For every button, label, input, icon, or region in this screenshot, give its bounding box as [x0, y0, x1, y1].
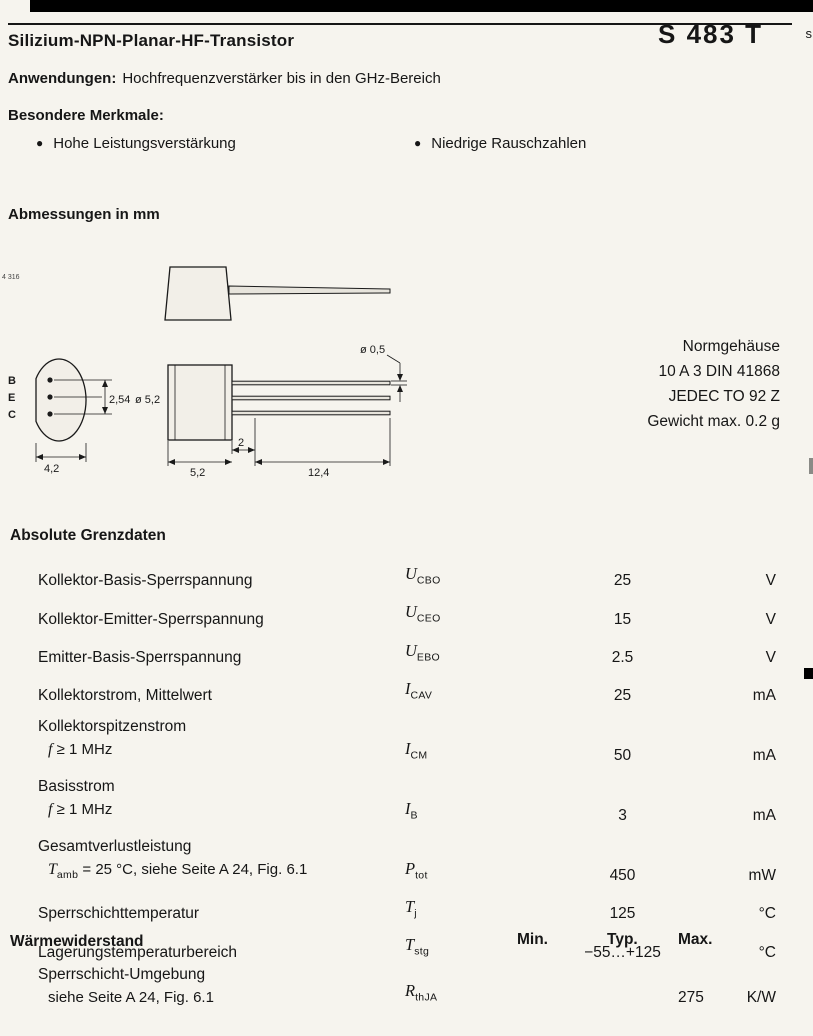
limit-unit: V	[765, 610, 776, 628]
thermal-unit: K/W	[746, 989, 776, 1006]
limit-symbol: $T_j$	[405, 897, 417, 920]
limit-row	[10, 635, 790, 673]
package-info	[647, 334, 780, 434]
limit-unit: V	[765, 648, 776, 666]
package-info-line: Normgehäuse	[682, 338, 780, 355]
feature-item	[414, 135, 586, 152]
limit-symbol: $U_{CBO}$	[405, 564, 441, 587]
lead	[232, 381, 390, 385]
side-view-body	[165, 267, 231, 320]
side-view-lead	[229, 286, 390, 294]
limit-unit: °C	[758, 943, 776, 961]
limit-value: 50	[613, 747, 632, 765]
limit-symbol: $T_{stg}$	[405, 935, 430, 958]
limit-name: Sperrschichttemperatur	[38, 905, 200, 923]
page-title: Silizium-NPN-Planar-HF-Transistor	[8, 31, 295, 50]
dim-lead-diameter: ø 0,5	[360, 344, 386, 356]
limit-symbol: $U_{CEO}$	[405, 602, 441, 625]
thermal-condition: siehe Seite A 24, Fig. 6.1	[48, 989, 214, 1006]
thermal-col-min: Min.	[517, 931, 548, 948]
limit-unit: V	[765, 572, 776, 590]
limit-symbol: $I_{CM}$	[405, 738, 428, 762]
package-drawing	[8, 253, 428, 483]
thermal-name: Sperrschicht-Umgebung	[38, 966, 206, 983]
package-info-line: Gewicht max. 0.2 g	[647, 413, 780, 430]
applications-text: Hochfrequenzverstärker bis in den GHz-Bereich	[122, 70, 441, 87]
limit-value: −55…+125	[584, 943, 661, 961]
feature-label: Hohe Leistungsverstärkung	[53, 135, 236, 152]
limits-section	[10, 526, 790, 968]
dim-body-length: 5,2	[190, 467, 206, 479]
dim-body-diameter: ø 5,2	[135, 394, 161, 406]
scan-top-bar	[30, 0, 813, 12]
scan-mark	[804, 668, 813, 679]
thermal-row	[10, 963, 790, 1009]
limit-name: Lagerungstemperaturbereich	[38, 943, 238, 961]
limit-name: Gesamtverlustleistung	[38, 838, 192, 856]
limit-symbol: $U_{EBO}$	[405, 640, 440, 663]
limit-value: 125	[609, 905, 636, 923]
limit-name: Kollektor-Basis-Sperrspannung	[38, 572, 253, 590]
limit-unit: mA	[752, 687, 776, 705]
thermal-heading: Wärmewiderstand	[10, 933, 144, 950]
thermal-symbol: $R_{thJA}$	[405, 980, 438, 1003]
lead	[232, 396, 390, 400]
applications-line	[8, 70, 441, 87]
thermal-col-max: Max.	[678, 931, 713, 948]
bullet-icon: ●	[36, 136, 44, 150]
dim-pin-spacing: 2,54	[109, 394, 131, 406]
limit-unit: °C	[758, 905, 776, 923]
limit-row	[10, 891, 790, 929]
front-view-body	[168, 365, 232, 440]
limit-condition: f ≥ 1 MHz	[48, 801, 113, 819]
limit-row	[10, 558, 790, 596]
edge-letter: s	[805, 26, 812, 41]
limit-name: Kollektorspitzenstrom	[38, 718, 187, 736]
dim-lead-offset: 2	[238, 437, 245, 449]
limit-value: 15	[613, 610, 632, 628]
thermal-max-value: 275	[678, 989, 704, 1006]
limit-name: Kollektorstrom, Mittelwert	[38, 687, 212, 705]
features-heading: Besondere Merkmale:	[8, 107, 164, 124]
limit-row	[10, 711, 790, 771]
limit-unit: mW	[748, 867, 776, 885]
limits-heading: Absolute Grenzdaten	[10, 527, 166, 544]
pin-label-b: B	[8, 375, 16, 387]
front-view-outline	[36, 359, 86, 441]
limit-value: 25	[613, 572, 632, 590]
part-number: S 483 T	[658, 19, 764, 49]
limit-row	[10, 673, 790, 711]
limit-condition: $T_{amb} = 25$ °C, siehe Seite A 24, Fig. 6.1	[48, 861, 308, 882]
limit-value: 450	[609, 867, 636, 885]
limit-symbol: $I_B$	[405, 798, 418, 822]
limit-row	[10, 771, 790, 831]
scan-mark	[809, 458, 813, 474]
thermal-header-row	[10, 928, 790, 951]
lead	[232, 411, 390, 415]
pin-dot	[47, 411, 52, 416]
limit-value: 3	[618, 807, 627, 825]
feature-item	[36, 135, 236, 152]
limit-condition: f ≥ 1 MHz	[48, 741, 113, 759]
pin-label-c: C	[8, 409, 16, 421]
limit-symbol: $I_{CAV}$	[405, 678, 433, 702]
limit-name: Kollektor-Emitter-Sperrspannung	[38, 610, 264, 628]
limit-symbol: $P_{tot}$	[405, 858, 428, 882]
pin-dot	[47, 394, 52, 399]
bullet-icon: ●	[414, 136, 422, 150]
package-info-line: JEDEC TO 92 Z	[668, 388, 780, 405]
feature-label: Niedrige Rauschzahlen	[431, 135, 587, 152]
applications-label: Anwendungen:	[8, 70, 117, 87]
limit-name: Basisstrom	[38, 778, 115, 796]
dimensions-heading: Abmessungen in mm	[8, 206, 160, 223]
package-info-line: 10 A 3 DIN 41868	[658, 363, 780, 380]
limit-unit: mA	[752, 807, 776, 825]
dim-body-width: 4,2	[44, 463, 60, 475]
limit-unit: mA	[752, 747, 776, 765]
limit-name: Emitter-Basis-Sperrspannung	[38, 648, 242, 666]
limit-row	[10, 831, 790, 891]
dim-lead-length: 12,4	[308, 467, 330, 479]
thermal-section	[10, 928, 790, 1009]
margin-note: 4 316	[2, 274, 20, 281]
pin-dot	[47, 377, 52, 382]
pin-label-e: E	[8, 392, 16, 404]
drawing-shapes	[36, 267, 407, 466]
thermal-col-typ: Typ.	[607, 931, 638, 948]
limit-row	[10, 596, 790, 634]
limit-value: 2.5	[611, 648, 634, 666]
limit-value: 25	[613, 687, 632, 705]
